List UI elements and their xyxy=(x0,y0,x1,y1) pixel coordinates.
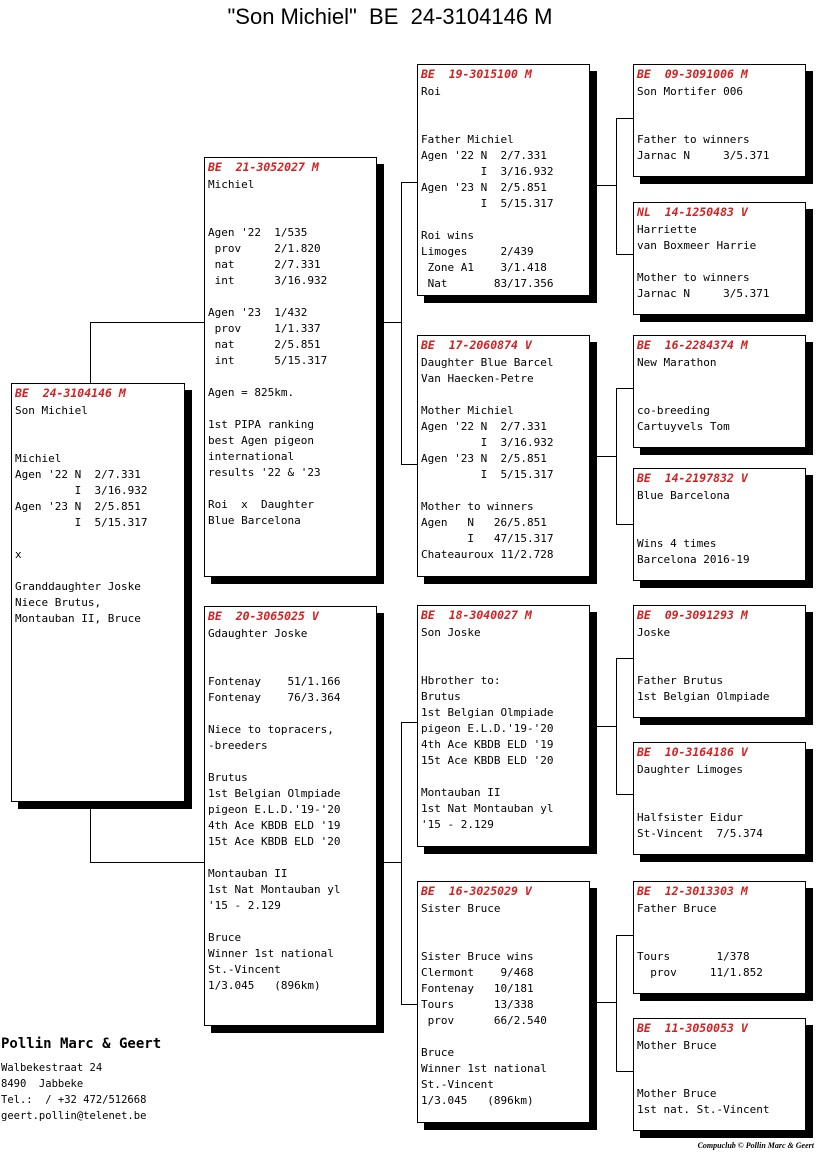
ring-number: BE 16-2284374 M xyxy=(637,338,748,352)
pigeon-details: Sister Bruce Sister Bruce wins Clermont 9/468 Fontenay 10/181 Tours 13/338 prov 66/2.540 Bruce Winner 1st national St.-Vincent 1/3.045 (896km) xyxy=(421,902,547,1107)
pigeon-details: Father Bruce Tours 1/378 prov 11/1.852 xyxy=(637,902,763,979)
great-grandparent-fff-card xyxy=(633,64,806,177)
great-grandparent-mmm-card xyxy=(633,1018,806,1131)
owner-name: Pollin Marc & Geert xyxy=(1,1036,162,1052)
pigeon-details: Harriette van Boxmeer Harrie Mother to winners Jarnac N 3/5.371 xyxy=(637,223,770,300)
ring-number: BE 20-3065025 V xyxy=(208,609,319,623)
pigeon-details: Son Michiel Michiel Agen '22 N 2/7.331 I 3/16.932 Agen '23 N 2/5.851 I 5/15.317 x Granddaughter Joske Niece Brutus, Montauban II, Bruce xyxy=(15,404,148,625)
pigeon-details: Daughter Blue Barcel Van Haecken-Petre Mother Michiel Agen '22 N 2/7.331 I 3/16.932 Agen '23 N 2/5.851 I 5/15.317 Mother to winners Agen N 26/5.851 I 47/15.317 Chateauroux 11/2.728 xyxy=(421,356,554,561)
great-grandparent-mmf-card xyxy=(633,881,806,994)
software-credit: Compuclub © Pollin Marc & Geert xyxy=(697,1141,814,1150)
paternal-grandmother-card xyxy=(417,335,590,577)
great-grandparent-fmm-card xyxy=(633,468,806,581)
pigeon-details: Son Mortifer 006 Father to winners Jarnac N 3/5.371 xyxy=(637,85,770,162)
great-grandparent-ffm-card xyxy=(633,202,806,315)
pigeon-details: Blue Barcelona Wins 4 times Barcelona 2016-19 xyxy=(637,489,750,566)
ring-number: BE 24-3104146 M xyxy=(15,386,126,400)
ring-number: BE 14-2197832 V xyxy=(637,471,748,485)
ring-number: NL 14-1250483 V xyxy=(637,205,748,219)
ring-number: BE 11-3050053 V xyxy=(637,1021,748,1035)
subject-pigeon-card xyxy=(11,383,185,802)
pigeon-details: New Marathon co-breeding Cartuyvels Tom xyxy=(637,356,730,433)
ring-number: BE 09-3091006 M xyxy=(637,67,748,81)
pigeon-details: Roi Father Michiel Agen '22 N 2/7.331 I 3/16.932 Agen '23 N 2/5.851 I 5/15.317 Roi wins Limoges 2/439 Zone A1 3/1.418 Nat 83/17.356 xyxy=(421,85,554,290)
ring-number: BE 10-3164186 V xyxy=(637,745,748,759)
great-grandparent-mfm-card xyxy=(633,742,806,855)
pigeon-details: Daughter Limoges Halfsister Eidur St-Vincent 7/5.374 xyxy=(637,763,763,840)
ring-number: BE 12-3013303 M xyxy=(637,884,748,898)
father-pigeon-card xyxy=(204,157,377,577)
ring-number: BE 16-3025029 V xyxy=(421,884,532,898)
ring-number: BE 21-3052027 M xyxy=(208,160,319,174)
pigeon-details: Michiel Agen '22 1/535 prov 2/1.820 nat 2/7.331 int 3/16.932 Agen '23 1/432 prov 1/1.337 nat 2/5.851 int 5/15.317 Agen = 825km. 1st PIPA ranking best Agen pigeon international results '22 & '23 Roi x Daughter Blue Barcelona xyxy=(208,178,328,527)
owner-contact-details: Walbekestraat 24 8490 Jabbeke Tel.: / +32 472/512668 geert.pollin@telenet.be xyxy=(1,1062,147,1122)
page-title: "Son Michiel" BE 24-3104146 M xyxy=(227,4,553,29)
great-grandparent-fmf-card xyxy=(633,335,806,448)
ring-number: BE 09-3091293 M xyxy=(637,608,748,622)
ring-number: BE 19-3015100 M xyxy=(421,67,532,81)
ring-number: BE 18-3040027 M xyxy=(421,608,532,622)
pigeon-details: Gdaughter Joske Fontenay 51/1.166 Fontenay 76/3.364 Niece to topracers, -breeders Brutus 1st Belgian Olmpiade pigeon E.L.D.'19-'20 4th Ace KBDB ELD '19 15t Ace KBDB ELD '20 Montauban II 1st Nat Montauban yl '15 - 2.129 Bruce Winner 1st national St.-Vincent 1/3.045 (896km) xyxy=(208,627,341,992)
maternal-grandfather-card xyxy=(417,605,590,847)
maternal-grandmother-card xyxy=(417,881,590,1123)
pigeon-details: Son Joske Hbrother to: Brutus 1st Belgian Olmpiade pigeon E.L.D.'19-'20 4th Ace KBDB ELD '19 15t Ace KBDB ELD '20 Montauban II 1st Nat Montauban yl '15 - 2.129 xyxy=(421,626,554,831)
mother-pigeon-card xyxy=(204,606,377,1026)
ring-number: BE 17-2060874 V xyxy=(421,338,532,352)
pigeon-details: Joske Father Brutus 1st Belgian Olmpiade xyxy=(637,626,770,703)
great-grandparent-mff-card xyxy=(633,605,806,718)
pigeon-details: Mother Bruce Mother Bruce 1st nat. St.-Vincent xyxy=(637,1039,770,1116)
paternal-grandfather-card xyxy=(417,64,590,296)
